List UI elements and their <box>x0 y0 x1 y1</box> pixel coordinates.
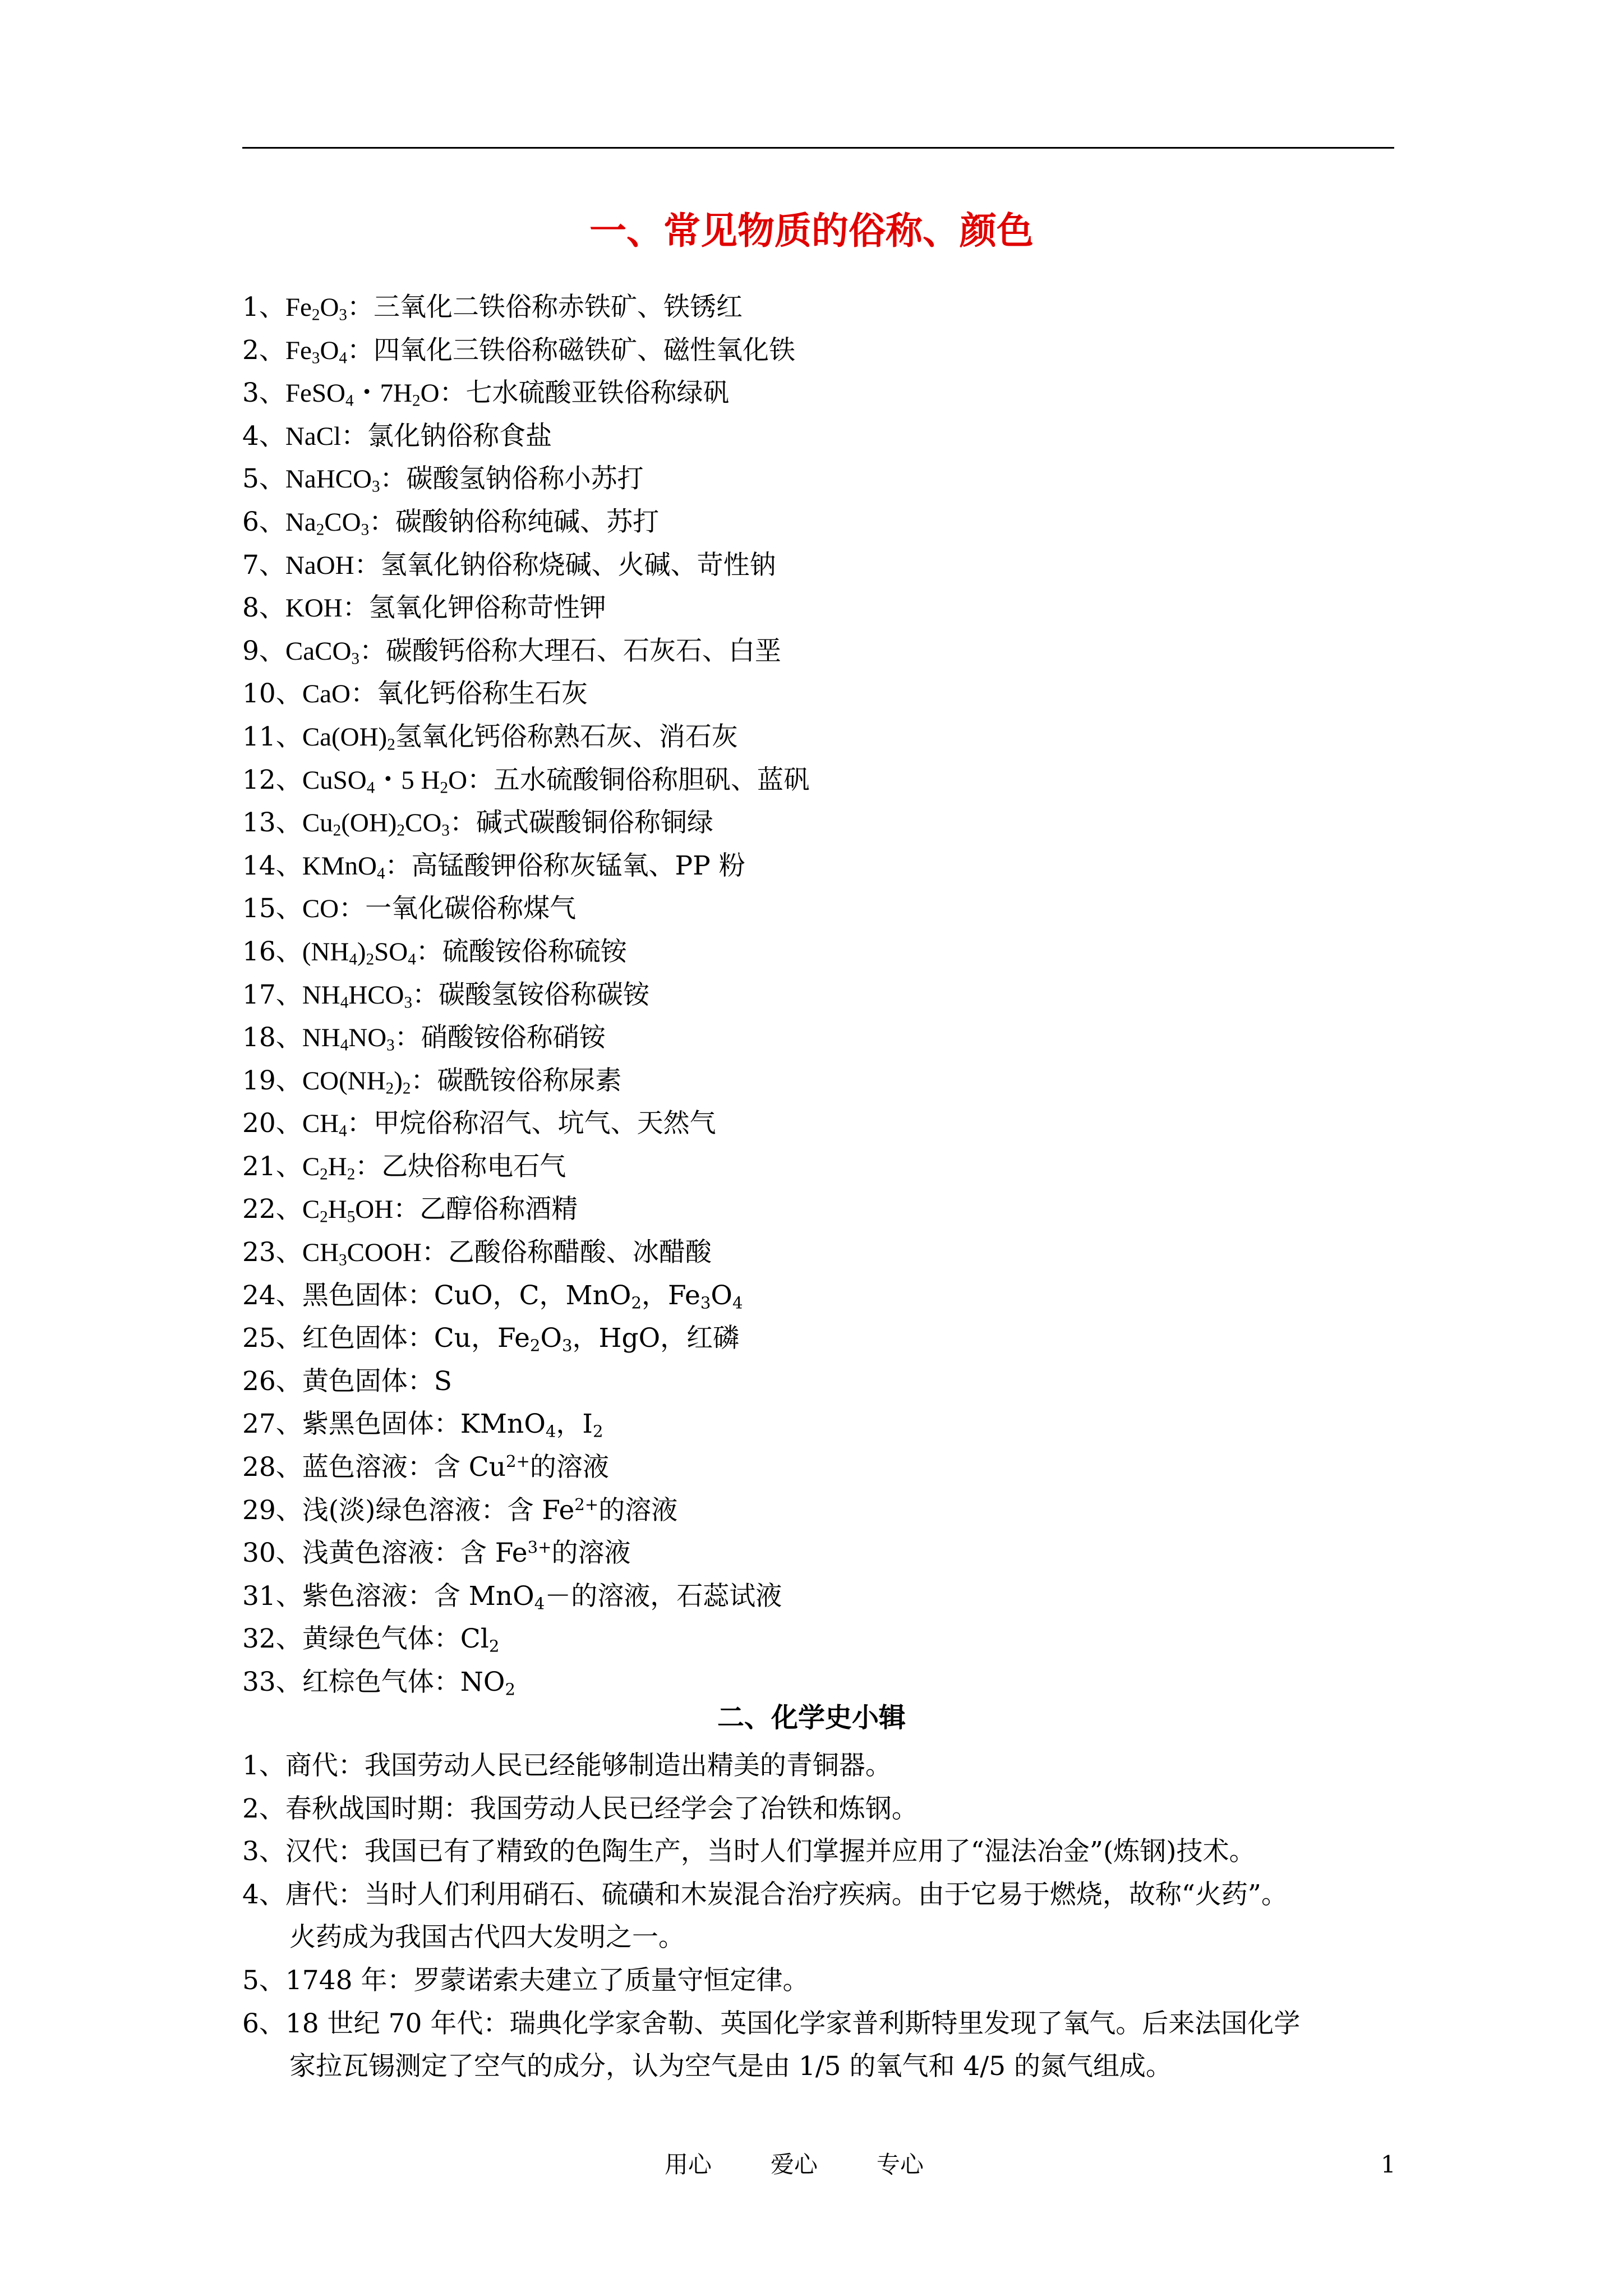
item-line <box>242 2003 1398 2046</box>
list-item <box>242 1874 1398 1959</box>
list-item <box>242 458 1398 501</box>
list-item <box>242 1317 1398 1360</box>
chemical-formula: KMnO$_4$ <box>302 851 385 882</box>
item-number: 2、 <box>242 1793 285 1824</box>
list-item <box>242 1231 1398 1274</box>
item-number: 29、 <box>242 1494 302 1526</box>
list-item <box>242 1959 1398 2003</box>
section-title: 二、化学史小辑 <box>717 1702 906 1733</box>
footer <box>665 2153 924 2177</box>
item-number: 4、 <box>242 420 285 452</box>
chemical-formula: $Fe_3O_4$ <box>285 335 347 367</box>
list-item <box>242 1661 1398 1704</box>
list-item <box>242 1575 1398 1618</box>
item-text: 紫色溶液：含 MnO$_4$－的溶液，石蕊试液 <box>302 1580 782 1613</box>
item-text: ：碳酸钠俗称纯碱、苏打 <box>369 506 660 537</box>
item-text: ：碳酸氢铵俗称碳铵 <box>412 979 650 1010</box>
chemical-formula: $CO(NH_2)_2$ <box>302 1066 411 1097</box>
item-number: 18、 <box>242 1022 302 1053</box>
item-text: ：乙炔俗称电石气 <box>355 1151 566 1182</box>
page-title: 一、常见物质的俗称、颜色 <box>589 209 1034 252</box>
chemical-formula: $Fe_2O_3$ <box>285 293 347 324</box>
item-number: 31、 <box>242 1580 302 1612</box>
chemical-formula: NaOH <box>285 550 354 580</box>
header-rule <box>242 147 1394 149</box>
item-number: 26、 <box>242 1365 302 1397</box>
item-text: ：氢氧化钠俗称烧碱、火碱、苛性钠 <box>354 549 776 581</box>
item-text: ：氯化钠俗称食盐 <box>341 420 552 452</box>
chemical-formula: $(NH_4)_2SO_4$ <box>302 937 416 969</box>
page-number: 1 <box>1381 2151 1396 2178</box>
list-item <box>242 501 1398 544</box>
list-item <box>242 1360 1398 1404</box>
footer-item: 专心 <box>877 2151 924 2178</box>
list-item <box>242 1745 1398 1788</box>
list-item <box>242 1618 1398 1661</box>
item-text: 1748 年：罗蒙诺索夫建立了质量守恒定律。 <box>285 1964 809 1996</box>
chemical-formula: $C_2H_5OH$ <box>302 1195 394 1226</box>
item-number: 12、 <box>242 764 302 795</box>
list-item <box>242 673 1398 716</box>
chemical-formula: CaO <box>302 679 351 709</box>
list-item <box>242 845 1398 888</box>
item-number: 8、 <box>242 592 285 624</box>
chemical-formula: FeSO$_4$・$7H_2O$ <box>285 379 440 410</box>
list-item <box>242 1102 1398 1145</box>
item-number: 23、 <box>242 1237 302 1268</box>
item-number: 5、 <box>242 1964 285 1996</box>
list-item <box>242 329 1398 372</box>
item-text: ：七水硫酸亚铁俗称绿矾 <box>439 378 730 409</box>
item-number: 6、 <box>242 506 285 537</box>
list-item <box>242 1274 1398 1318</box>
item-number: 11、 <box>242 721 302 752</box>
item-text: 红棕色气体：$NO_2$ <box>302 1667 516 1699</box>
list-item <box>242 1446 1398 1489</box>
item-line <box>242 1788 1398 1831</box>
item-text: ：乙酸俗称醋酸、冰醋酸 <box>421 1237 712 1268</box>
item-text: ：四氧化三铁俗称磁铁矿、磁性氧化铁 <box>347 334 795 366</box>
item-text: 18 世纪 70 年代：瑞典化学家舍勒、英国化学家普利斯特里发现了氧气。后来法国化学 <box>285 2008 1301 2039</box>
item-number: 24、 <box>242 1280 302 1311</box>
item-number: 25、 <box>242 1323 302 1354</box>
chemical-formula: $CH_3COOH$ <box>302 1238 422 1269</box>
item-text: 红色固体：Cu，$Fe_2O_3$，HgO，红磷 <box>302 1323 740 1355</box>
item-text: 黄绿色气体：$Cl_2$ <box>302 1623 500 1656</box>
list-item <box>242 887 1398 931</box>
item-number: 28、 <box>242 1452 302 1483</box>
item-number: 17、 <box>242 979 302 1010</box>
item-text: 蓝色溶液：含 $Cu^{2+}$的溶液 <box>302 1452 609 1483</box>
item-text: ：高锰酸钾俗称灰锰氧、PP 粉 <box>385 850 745 881</box>
item-text: ：碱式碳酸铜俗称铜绿 <box>449 807 713 839</box>
chemical-formula: CaCO$_3$ <box>285 636 359 668</box>
item-line <box>242 1830 1398 1874</box>
item-number: 15、 <box>242 893 302 924</box>
list-item <box>242 759 1398 802</box>
list-item <box>242 286 1398 329</box>
item-number: 3、 <box>242 378 285 409</box>
list-item <box>242 1788 1398 1831</box>
item-number: 30、 <box>242 1538 302 1569</box>
item-number: 7、 <box>242 549 285 581</box>
history-list <box>242 1745 1398 2088</box>
chemical-formula: NaHCO$_3$ <box>285 464 380 496</box>
chemical-formula: $Na_2CO_3$ <box>285 507 370 539</box>
item-text: ：硫酸铵俗称硫铵 <box>416 936 627 967</box>
list-item <box>242 931 1398 974</box>
list-item <box>242 1830 1398 1874</box>
item-number: 2、 <box>242 334 285 366</box>
item-text: 汉代：我国已有了精致的色陶生产，当时人们掌握并应用了“湿法冶金”(炼钢)技术。 <box>285 1836 1256 1867</box>
chemical-formula: $Cu_2(OH)_2CO_3$ <box>302 808 450 840</box>
chemical-formula: $CH_4$ <box>302 1109 347 1140</box>
item-number: 5、 <box>242 463 285 495</box>
item-text: 唐代：当时人们利用硝石、硫磺和木炭混合治疗疾病。由于它易于燃烧，故称“火药”。 <box>285 1879 1288 1910</box>
item-number: 14、 <box>242 850 302 881</box>
item-text: ：氧化钙俗称生石灰 <box>350 678 588 710</box>
item-number: 32、 <box>242 1623 302 1655</box>
item-number: 9、 <box>242 635 285 666</box>
chemical-formula: CuSO$_4$・5 $H_2O$ <box>302 765 468 797</box>
item-text: ：碳酸钙俗称大理石、石灰石、白垩 <box>359 635 781 666</box>
chemical-formula: $NH_4NO_3$ <box>302 1023 395 1055</box>
chemical-formula: $NH_4HCO_3$ <box>302 980 413 1011</box>
item-number: 3、 <box>242 1836 285 1867</box>
item-text: ：三氧化二铁俗称赤铁矿、铁锈红 <box>347 292 743 323</box>
item-number: 21、 <box>242 1151 302 1182</box>
list-item <box>242 1188 1398 1231</box>
chemical-formula: $C_2H_2$ <box>302 1152 356 1184</box>
item-number: 10、 <box>242 678 302 710</box>
item-text-continued: 火药成为我国古代四大发明之一。 <box>289 1922 685 1953</box>
footer-item: 用心 <box>665 2151 712 2178</box>
list-item <box>242 1489 1398 1533</box>
item-line <box>242 1745 1398 1788</box>
item-text: 浅黄色溶液：含 $Fe^{3+}$的溶液 <box>302 1538 631 1569</box>
item-number: 22、 <box>242 1194 302 1225</box>
item-text: 黄色固体：S <box>302 1365 453 1397</box>
common-names-list <box>242 286 1398 1704</box>
item-text: ：碳酸氢钠俗称小苏打 <box>380 463 644 495</box>
item-number: 6、 <box>242 2008 285 2039</box>
item-text: 春秋战国时期：我国劳动人民已经学会了冶铁和炼钢。 <box>285 1793 918 1824</box>
list-item <box>242 1532 1398 1575</box>
item-line <box>242 1874 1398 1917</box>
chemical-formula: CO <box>302 894 339 924</box>
item-number: 4、 <box>242 1879 285 1910</box>
item-number: 13、 <box>242 807 302 839</box>
list-item <box>242 802 1398 845</box>
chemical-formula: KOH <box>285 593 343 623</box>
list-item <box>242 2003 1398 2088</box>
list-item <box>242 1403 1398 1446</box>
item-text-continued: 家拉瓦锡测定了空气的成分，认为空气是由 1/5 的氧气和 4/5 的氮气组成。 <box>289 2051 1173 2082</box>
item-number: 33、 <box>242 1667 302 1697</box>
list-item <box>242 587 1398 630</box>
item-number: 1、 <box>242 292 285 323</box>
chemical-formula: $Ca(OH)_2$ <box>302 722 395 754</box>
item-text: ：乙醇俗称酒精 <box>393 1194 578 1225</box>
list-item <box>242 974 1398 1017</box>
item-text: ：一氧化碳俗称煤气 <box>339 893 577 924</box>
item-line <box>242 1959 1398 2003</box>
item-text: 黑色固体：CuO，C，MnO$_2$，$Fe_3O_4$ <box>302 1280 743 1312</box>
list-item <box>242 544 1398 587</box>
item-text: ：硝酸铵俗称硝铵 <box>394 1022 606 1053</box>
chemical-formula: NaCl <box>285 421 342 451</box>
item-number: 16、 <box>242 936 302 967</box>
item-text: ：碳酰铵俗称尿素 <box>411 1065 622 1096</box>
list-item <box>242 630 1398 673</box>
list-item <box>242 1060 1398 1103</box>
item-text: ：五水硫酸铜俗称胆矾、蓝矾 <box>467 764 810 795</box>
item-number: 19、 <box>242 1065 302 1096</box>
item-text: 氢氧化钙俗称熟石灰、消石灰 <box>395 721 738 752</box>
item-number: 27、 <box>242 1409 302 1440</box>
footer-item: 爱心 <box>771 2151 818 2178</box>
item-text: 商代：我国劳动人民已经能够制造出精美的青铜器。 <box>285 1750 892 1781</box>
list-item <box>242 716 1398 759</box>
item-text: ：氢氧化钾俗称苛性钾 <box>342 592 606 624</box>
item-number: 20、 <box>242 1108 302 1139</box>
list-item <box>242 1145 1398 1189</box>
item-text: 紫黑色固体：KMnO$_4$，$I_2$ <box>302 1409 603 1441</box>
list-item <box>242 415 1398 458</box>
item-text: ：甲烷俗称沼气、坑气、天然气 <box>347 1108 716 1139</box>
item-number: 1、 <box>242 1750 285 1781</box>
list-item <box>242 372 1398 415</box>
item-text: 浅(淡)绿色溶液：含 $Fe^{2+}$的溶液 <box>302 1494 678 1526</box>
list-item <box>242 1016 1398 1060</box>
